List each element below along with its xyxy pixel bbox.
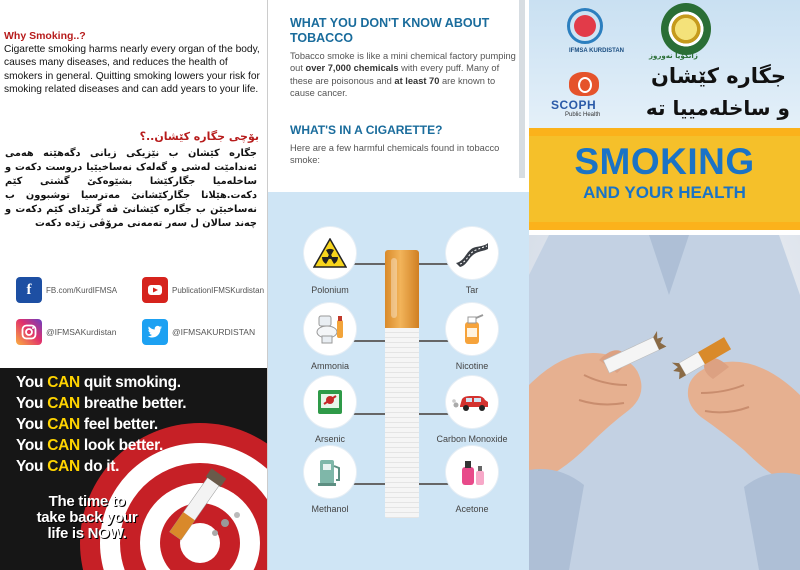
kurdish-title-line-1: جگارە کێشان	[651, 64, 786, 88]
youtube-icon	[142, 277, 168, 303]
radiation-icon	[304, 227, 356, 279]
chemical-carbon-monoxide	[427, 376, 517, 444]
scoph-logo-icon	[569, 72, 599, 96]
promo-line-2: You CAN breathe better.	[16, 395, 187, 412]
hands-breaking-cigarette-image	[529, 235, 800, 570]
social-facebook[interactable]	[16, 276, 117, 304]
chemical-ammonia	[285, 303, 375, 371]
chemical-polonium	[285, 227, 375, 295]
kurdish-text: جگارە کێشان ب نێزیکی زیانی دگەهێتە هەمی ئەندامێت لەشی و گەلەک نەساخیێیا دروست دکەت و ساخلەمیا جگارکێشا بشێوەکێ گشتی کێم دکەت.هێلانا جگارکێشانێ مەترسیا توشبوون ب نەساخیێن ب جگارە کێشانێ ڤە گرێدای کێم دکەت و چەند سالان ل سەر تەمەنی مرۆڤی زێدە دکەت	[5, 148, 257, 229]
ifmsa-logo: IFMSA KURDISTAN	[559, 8, 619, 56]
why-smoking-text: Cigarette smoking harms nearly every organ of the body, causes many diseases, and reduces the health of smokers in general. Quitting smoking lowers your risk for smoking related diseases and can add years to your life.	[4, 44, 260, 96]
university-logo-text: زانكۆیا نەوروز	[649, 52, 698, 60]
chemical-tar	[427, 227, 517, 295]
toilet-icon	[304, 303, 356, 355]
ifmsa-ring-icon	[567, 8, 603, 44]
banner-title: SMOKING	[574, 141, 755, 182]
right-panel	[529, 0, 800, 570]
cigarette-body	[385, 328, 419, 518]
crushed-cigarette-icon	[155, 463, 265, 543]
promo-line-4: You CAN look better.	[16, 437, 164, 454]
scoph-subtitle: Public Health	[565, 112, 601, 118]
social-handle: PublicationIFMSKurdistan	[172, 285, 265, 295]
nail-polish-icon	[446, 446, 498, 498]
chemical-nicotine	[427, 303, 517, 371]
why-smoking-heading: Why Smoking..?	[4, 30, 86, 42]
quit-smoking-promo	[0, 368, 267, 570]
cigarette-illustration	[385, 250, 419, 518]
car-exhaust-icon	[446, 376, 498, 428]
instagram-icon	[16, 319, 42, 345]
chemical-label: Arsenic	[314, 434, 345, 444]
chemical-label: Polonium	[311, 285, 349, 295]
cigarette-paragraph: Here are a few harmful chemicals found in tobacco smoke:	[290, 143, 500, 166]
chemical-label: Carbon Monoxide	[436, 434, 508, 444]
social-handle: @IFMSAKurdistan	[46, 327, 117, 337]
chemical-arsenic	[285, 376, 375, 444]
cigarette-filter	[385, 250, 419, 328]
social-youtube[interactable]	[142, 276, 264, 304]
tobacco-heading: WHAT YOU DON'T KNOW ABOUT TOBACCO	[290, 16, 490, 45]
cover-header	[529, 0, 800, 128]
chemical-label: Tar	[465, 285, 479, 295]
social-twitter[interactable]	[142, 318, 255, 346]
promo-line-1: You CAN quit smoking.	[16, 374, 181, 391]
kurdish-heading: بۆچی جگارە کێشان..؟	[139, 130, 259, 143]
left-panel	[0, 0, 267, 570]
social-instagram[interactable]	[16, 318, 117, 346]
promo-line-5: You CAN do it.	[16, 458, 120, 475]
facebook-icon: f	[16, 277, 42, 303]
chemical-methanol	[285, 446, 375, 514]
chemical-label: Acetone	[455, 504, 489, 514]
pesticide-icon	[446, 303, 498, 355]
promo-tagline: The time to take back your life is NOW.	[36, 493, 138, 542]
fuel-pump-icon	[304, 446, 356, 498]
road-icon	[446, 227, 498, 279]
kurdish-title-line-2: و ساخلەمییا تە	[645, 96, 790, 120]
university-logo	[661, 3, 711, 55]
poison-box-icon	[304, 376, 356, 428]
tobacco-paragraph: Tobacco smoke is like a mini chemical factory pumping out over 7,000 chemicals with every puff. Many of these are poisonous and at least 70 are known to cause cancer.	[290, 51, 516, 99]
social-handle: FB.com/KurdIFMSA	[46, 285, 118, 295]
scoph-name: SCOPH	[551, 98, 597, 112]
banner-subtitle: AND YOUR HEALTH	[583, 183, 746, 202]
cigarette-heading: WHAT'S IN A CIGARETTE?	[290, 123, 443, 137]
chemical-acetone	[427, 446, 517, 514]
tobacco-info-section	[273, 0, 525, 178]
chemical-label: Ammonia	[310, 361, 349, 371]
chemical-label: Nicotine	[455, 361, 489, 371]
chemical-label: Methanol	[311, 504, 349, 514]
twitter-icon	[142, 319, 168, 345]
broken-cigarette-photo	[529, 235, 800, 570]
title-banner	[529, 128, 800, 230]
promo-line-3: You CAN feel better.	[16, 416, 158, 433]
social-handle: @IFMSAKURDISTAN	[172, 327, 256, 337]
